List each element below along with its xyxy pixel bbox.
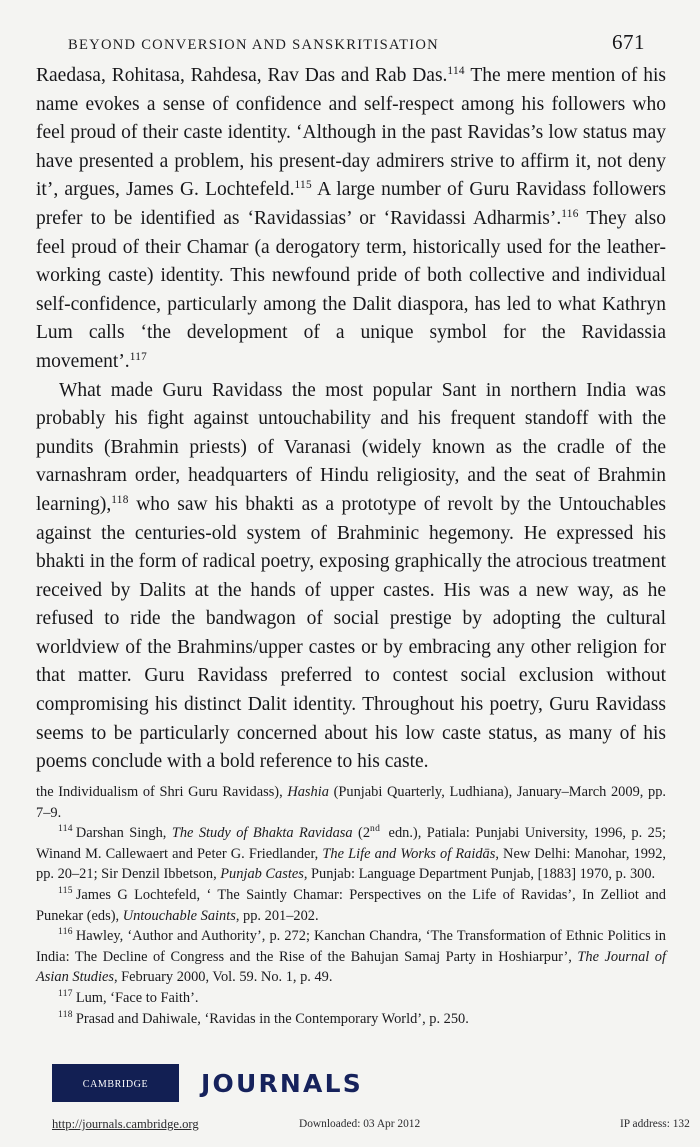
footnote-117: $^{117}$ Lum, ‘Face to Faith’. (58, 989, 199, 1006)
paragraph-1: Raedasa, Rohitasa, Rahdesa, Rav Das and Rab Das.$^{114}$ The mere mention of his name evokes a sense of confidence and self-respect among his followers who feel proud of their caste identity. ‘Although in the past Ravidas’s low status may have presented a problem, his present-day admirers strive to affirm it, not deny it’, argues, James G. Lochtefeld.$^{115}$ A large number of Guru Ravidass followers prefer to be identified as ‘Ravidassias’ or ‘Ravidassi Adharmis’.$^{116}$ They also feel proud of their Chamar (a derogatory term, historically used for the leather-working caste) identity. This newfound pride of both collective and individual self-confidence, particularly among the Dalit diaspora, has led to what Kathryn Lum calls ‘the development of a unique symbol for the Ravidassia movement’.$^{117}$ (36, 65, 667, 372)
page-number: 671 (612, 30, 645, 54)
paragraph-2: What made Guru Ravidass the most popular Sant in northern India was probably his fight against untouchability and his frequent standoff with the pundits (Brahmin priests) of Varanasi (widely known as the cradle of the varnashram order, headquarters of Hindu religiosity, and the seat of Brahmin learning),$^{118}$ who saw his bhakti as a prototype of revolt by the Untouchables against the centuries-old system of Brahminic hegemony. He expressed his bhakti in the form of radical poetry, exposing graphically the atrocious treatment received by Dalits at the hands of upper castes. His was a new way, as he refused to ride the bandwagon of social prestige by adopting the cultural worldview of the Brahmins/upper castes or by embracing any other religion for that matter. Guru Ravidass preferred to contest social exclusion without compromising his distinct Dalit identity. Throughout his poetry, Guru Ravidass seems to be particularly concerned about his low caste status, as many of his poems conclude with a bold reference to his caste. (36, 379, 666, 773)
running-head-title: BEYOND CONVERSION AND SANSKRITISATION (68, 37, 439, 53)
downloaded-date: Downloaded: 03 Apr 2012 (299, 1118, 421, 1130)
footnote-116: $^{116}$ Hawley, ‘Author and Authority’, p. 272; Kanchan Chandra, ‘The Transformation of Ethnic Politics in India: The Decline of Congress and the Rise of the Bahujan Samaj Party in Hoshiarpur’, The Journal of Asian Studies, February 2000, Vol. 59. No. 1, p. 49. (36, 927, 666, 986)
cambridge-journals-logo (52, 1064, 363, 1102)
footnote-114: $^{114}$ Darshan Singh, The Study of Bhakta Ravidasa (2nd edn.), Patiala: Punjabi University, 1996, p. 25; Winand M. Callewaert and Peter G. Friedlander, The Life and Works of Raidās, New Delhi: Manohar, 1992, pp. 20–21; Sir Denzil Ibbetson, Punjab Castes, Punjab: Language Department Punjab, [1883] 1970, p. 300. (36, 824, 666, 883)
cambridge-logo-text: cambridge (82, 1074, 149, 1091)
footnote-115: $^{115}$ James G Lochtefeld, ‘ The Saintly Chamar: Perspectives on the Life of Ravidas’, In Zelliot and Punekar (eds), Untouchable Saints, pp. 201–202. (36, 886, 666, 924)
body-text (36, 62, 666, 777)
cambridge-logo-mark (52, 1064, 179, 1102)
footnote-continued: the Individualism of Shri Guru Ravidass), Hashia (Punjabi Quarterly, Ludhiana), January–March 2009, pp. 7–9. (36, 784, 667, 821)
journals-wordmark: JOURNALS (201, 1068, 363, 1098)
running-head (68, 30, 645, 54)
footnote-118: $^{118}$ Prasad and Dahiwale, ‘Ravidas in the Contemporary World’, p. 250. (58, 1009, 469, 1027)
footnotes-block (36, 782, 666, 1029)
journals-url-link[interactable]: http://journals.cambridge.org (52, 1117, 199, 1131)
ip-address-label: IP address: 132 (620, 1118, 690, 1130)
download-meta-bar (52, 1117, 700, 1137)
